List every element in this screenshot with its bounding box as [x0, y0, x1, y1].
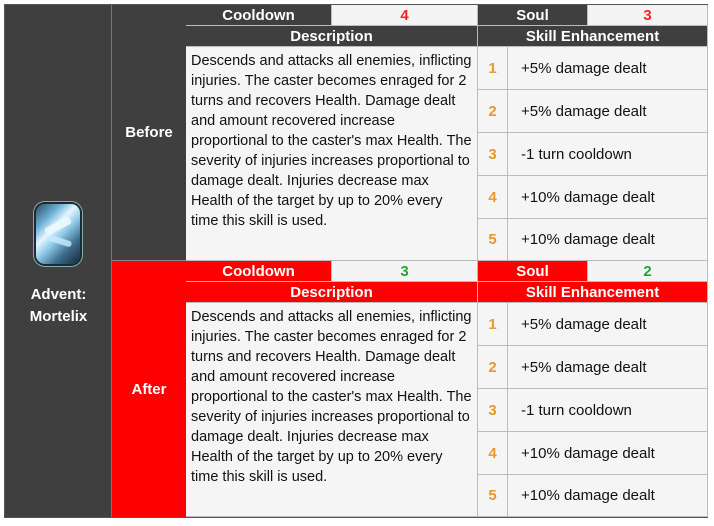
enhancement-header: Skill Enhancement — [478, 26, 708, 47]
enhancement-text: +5% damage dealt — [508, 90, 708, 133]
enhancement-text: +5% damage dealt — [508, 47, 708, 90]
enhancement-number: 3 — [478, 133, 508, 176]
skill-name: Advent: Mortelix — [29, 286, 88, 325]
soul-label: Soul — [478, 5, 588, 26]
after-label: After — [112, 261, 186, 517]
soul-value: 3 — [588, 5, 708, 26]
enhancement-text: +10% damage dealt — [508, 176, 708, 219]
enhancement-header: Skill Enhancement — [478, 282, 708, 303]
enhancement-number: 5 — [478, 219, 508, 261]
after-section — [186, 261, 708, 517]
description-header: Description — [186, 282, 478, 303]
cooldown-label: Cooldown — [186, 5, 332, 26]
enhancement-text: -1 turn cooldown — [508, 389, 708, 432]
cooldown-value: 3 — [332, 261, 478, 282]
description-header: Description — [186, 26, 478, 47]
enhancement-number: 5 — [478, 475, 508, 517]
skill-info-column — [5, 5, 112, 517]
enhancement-text: +5% damage dealt — [508, 303, 708, 346]
enhancement-text: +10% damage dealt — [508, 432, 708, 475]
cooldown-label: Cooldown — [186, 261, 332, 282]
before-label: Before — [112, 5, 186, 261]
skill-comparison-table — [4, 4, 708, 518]
skill-description: Descends and attacks all enemies, inflicting injuries. The caster becomes enraged for 2 turns and recovers Health. Damage dealt and amount recovered increase proportional to the caster's max Health. The severity of injuries increases proportional to damage dealt. Injuries decrease max Health of the target by up to 20% every time this skill is used. — [186, 303, 478, 517]
enhancement-number: 4 — [478, 432, 508, 475]
enhancement-text: +5% damage dealt — [508, 346, 708, 389]
skill-description: Descends and attacks all enemies, inflicting injuries. The caster becomes enraged for 2 turns and recovers Health. Damage dealt and amount recovered increase proportional to the caster's max Health. The severity of injuries increases proportional to damage dealt. Injuries decrease max Health of the target by up to 20% every time this skill is used. — [186, 47, 478, 261]
enhancement-number: 4 — [478, 176, 508, 219]
before-section — [186, 5, 708, 261]
enhancement-number: 1 — [478, 303, 508, 346]
enhancement-number: 1 — [478, 47, 508, 90]
enhancement-text: +10% damage dealt — [508, 475, 708, 517]
soul-label: Soul — [478, 261, 588, 282]
enhancement-number: 2 — [478, 346, 508, 389]
cooldown-value: 4 — [332, 5, 478, 26]
enhancement-number: 2 — [478, 90, 508, 133]
enhancement-number: 3 — [478, 389, 508, 432]
enhancement-text: +10% damage dealt — [508, 219, 708, 261]
soul-value: 2 — [588, 261, 708, 282]
skill-icon — [36, 204, 80, 264]
enhancement-text: -1 turn cooldown — [508, 133, 708, 176]
